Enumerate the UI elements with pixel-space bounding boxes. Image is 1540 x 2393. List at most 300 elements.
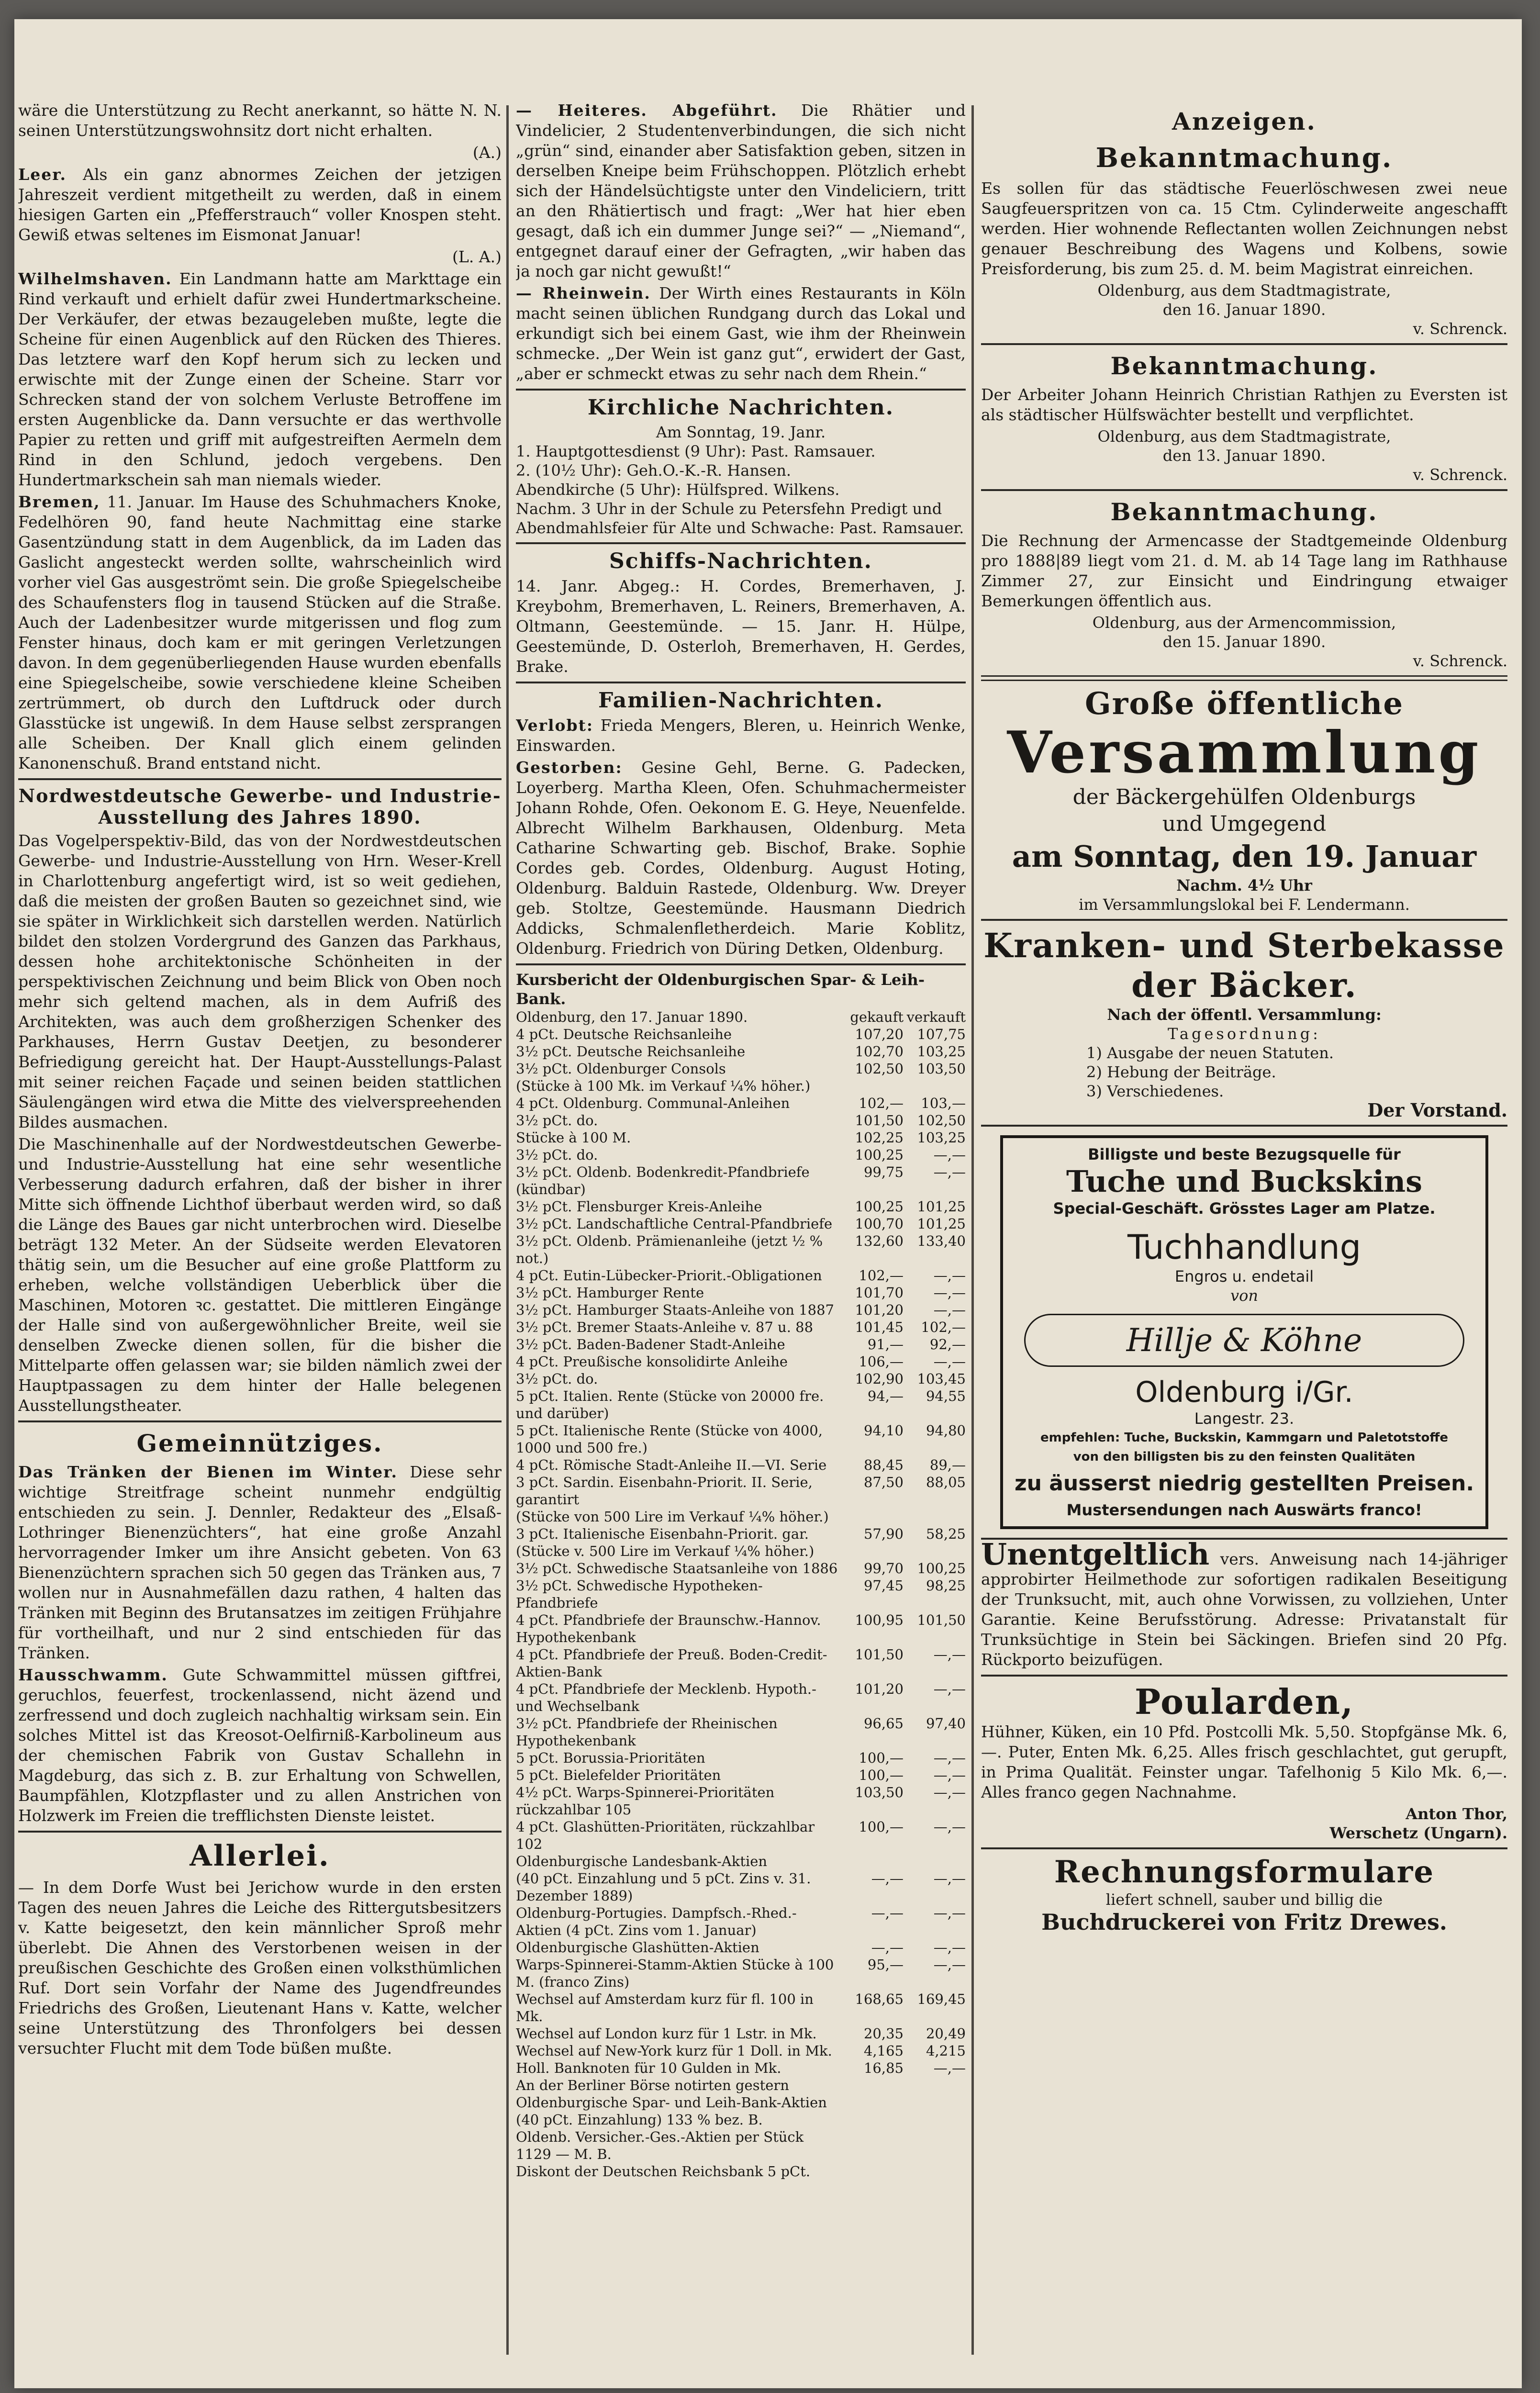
price-sold: —,— — [933, 1147, 966, 1163]
security-name: Holl. Banknoten für 10 Gulden in Mk. — [516, 2060, 781, 2076]
security-name: Oldenburgische Glashütten-Aktien — [516, 1939, 759, 1956]
price-bought: 102,70 — [855, 1043, 904, 1060]
section-heading: Schiffs-Nachrichten. — [609, 549, 872, 573]
article-text: Ein Landmann hatte am Markttage ein Rind verkauft und erhielt dafür zwei Hundertmarkscheine. Der Verkäufer, der etwas bezaugeleben mußte, legte die Scheine für einen Augenblick auf den Rücken des Thieres. Das letztere warf den Kopf herum sich zu lecken und erwischte mit der Zunge einen der Scheine. Starr vor Schrecken stand der von solchem Verluste Betroffene im ersten Augenblicke da. Dann versuchte er das werthvolle Papier zu retten und griff mit aufgestreiften Aermeln dem Rind in den Schlund, jedoch vergebens. Den Hundertmarkschein sah man niemals wieder. — [18, 269, 502, 489]
ad-headline: Unentgeltlich — [981, 1537, 1210, 1572]
kurs-row — [516, 1680, 966, 1715]
price-bought: 107,20 — [855, 1026, 904, 1042]
divider — [516, 963, 966, 965]
price-sold — [904, 2094, 966, 2128]
price-sold: 101,50 — [917, 1612, 966, 1628]
security-name: 3½ pCt. Baden-Badener Stadt-Anleihe — [516, 1336, 785, 1353]
price-bought: 20,35 — [863, 2025, 904, 2042]
kurs-row — [516, 1870, 966, 1904]
security-name: Wechsel auf London kurz für 1 Lstr. in Mk. — [516, 2025, 817, 2042]
security-name: 3½ pCt. Oldenb. Prämienanleihe (jetzt ½ % not.) — [516, 1233, 823, 1266]
ad-line: der Bäckergehülfen Oldenburgs — [1072, 785, 1416, 809]
kurs-row — [516, 1577, 966, 1611]
kurs-row — [516, 1387, 966, 1422]
notice-text: Es sollen für das städtische Feuerlöschwesen zwei neue Saugfeuerspritzen von ca. 15 Ctm. Cylinderweite angeschafft werden. Hier wohnende Reflectanten wollen Zeichnungen nebst genauer Beschreibung des Wagens und Kolbens, sowie Preisforderung, bis zum 25. d. M. beim Magistrat einreichen. — [981, 179, 1507, 278]
service-line: 2. (10½ Uhr): Geh.O.-K.-R. Hansen. — [516, 461, 792, 480]
security-name: (Stücke von 500 Lire im Verkauf ¼% höher.) — [516, 1509, 829, 1525]
price-bought — [841, 2077, 904, 2094]
kurs-row — [516, 2128, 966, 2163]
price-sold: 98,25 — [926, 1577, 966, 1594]
divider — [516, 389, 966, 391]
price-bought — [841, 2163, 904, 2180]
gestorben-entry — [516, 758, 966, 959]
price-bought: 101,50 — [855, 1112, 904, 1129]
kurs-row — [516, 1990, 966, 2025]
security-name: Warps-Spinnerei-Stamm-Aktien Stücke à 100 M. (franco Zins) — [516, 1957, 834, 1990]
security-name: 3½ pCt. Bremer Staats-Anleihe v. 87 u. 88 — [516, 1319, 814, 1335]
notice-text: Der Arbeiter Johann Heinrich Christian Rathjen zu Eversten ist als städtischer Hülfswächter bestellt und verpflichtet. — [981, 385, 1507, 424]
ad-line: von — [1230, 1286, 1258, 1305]
divider — [516, 542, 966, 544]
kurs-row — [516, 2094, 966, 2128]
kurs-row — [516, 1560, 966, 1577]
price-sold: 58,25 — [926, 1526, 966, 1542]
kurs-row — [516, 1095, 966, 1112]
security-name: Diskont der Deutschen Reichsbank 5 pCt. — [516, 2163, 811, 2180]
price-sold: 103,45 — [917, 1371, 966, 1387]
price-sold — [904, 1508, 966, 1525]
verlobt-entry — [516, 716, 966, 756]
ad-line: Nachm. 4½ Uhr — [1176, 876, 1312, 895]
divider — [981, 489, 1507, 491]
security-name: 4 pCt. Pfandbriefe der Braunschw.-Hannov. Hypothekenbank — [516, 1612, 821, 1645]
price-sold — [904, 2163, 966, 2180]
ad-signature: Werschetz (Ungarn). — [1329, 1824, 1507, 1842]
agenda-item: 1) Ausgabe der neuen Statuten. — [1086, 1044, 1334, 1062]
article-wilhelmshaven — [18, 269, 502, 490]
security-name: 3½ pCt. do. — [516, 1371, 598, 1387]
security-name: 5 pCt. Bielefelder Prioritäten — [516, 1767, 721, 1783]
ad-line: Engros u. endetail — [1174, 1267, 1314, 1286]
ad-line: Mustersendungen nach Auswärts franco! — [1066, 1501, 1422, 1519]
price-bought: 102,25 — [855, 1129, 904, 1146]
price-bought: 100,25 — [855, 1198, 904, 1215]
ad-line: Große öffentliche — [1084, 686, 1404, 722]
kurs-row — [516, 1853, 966, 1870]
kurs-row — [516, 1163, 966, 1198]
ad-line: und Umgegend — [1162, 812, 1327, 836]
kurs-row — [516, 1301, 966, 1319]
price-bought: 88,45 — [863, 1457, 904, 1473]
divider — [981, 675, 1507, 681]
article-text: — In dem Dorfe Wust bei Jerichow wurde in den ersten Tagen des neuen Jahres die Leiche des Rittergutsbesitzers v. Katte beigesetzt, den kein männlicher Sproß mehr überlebt. Die Ahnen des Verstorbenen weisen in der preußischen Geschichte des Großen einen volksthümlichen Ruf. Dort sein Vorfahr der Name des Jugendfreundes Friedrichs des Großen, Lieutenant Hans v. Katte, welcher seine Unterstützung des Thronfolgers bei dessen versuchter Flucht mit dem Tode büßen mußte. — [18, 1878, 502, 2058]
security-name: 4 pCt. Römische Stadt-Anleihe II.—VI. Serie — [516, 1457, 827, 1473]
notice-signature: v. Schrenck. — [1413, 466, 1507, 484]
price-sold: 103,25 — [917, 1043, 966, 1060]
notice-place: Oldenburg, aus dem Stadtmagistrate, — [1097, 427, 1391, 446]
notice-date: den 13. Januar 1890. — [1162, 447, 1326, 465]
dateline: Wilhelmshaven. — [18, 269, 172, 288]
price-bought: 101,20 — [855, 1302, 904, 1318]
divider — [981, 1847, 1507, 1849]
ad-headline: Versammlung — [1007, 719, 1482, 786]
intro-paragraph: wäre die Unterstützung zu Recht anerkannt, so hätte N. N. seinen Unterstützungswohnsitz dort nicht erhalten. — [18, 101, 502, 140]
price-bought: 132,60 — [855, 1233, 904, 1249]
price-bought: —,— — [871, 1870, 904, 1887]
article-text: Als ein ganz abnormes Zeichen der jetzigen Jahreszeit verdient mitgetheilt zu werden, daß in einem hiesigen Garten ein „Pfefferstrauch“ voller Knospen steht. Gewiß etwas seltenes im Eismonat Januar! — [18, 165, 502, 244]
ad-line: zu äusserst niedrig gestellten Preisen. — [1014, 1471, 1474, 1496]
price-sold: —,— — [933, 1267, 966, 1284]
security-name: 3 pCt. Italienische Eisenbahn-Priorit. gar. — [516, 1526, 809, 1542]
price-bought: 103,50 — [855, 1784, 904, 1800]
security-name: (40 pCt. Einzahlung und 5 pCt. Zins v. 31. Dezember 1889) — [516, 1870, 811, 1904]
ad-line: liefert schnell, sauber und billig die — [1105, 1890, 1383, 1909]
section-heading: Nordwestdeutsche Gewerbe- und Industrie-Ausstellung des Jahres 1890. — [18, 785, 502, 828]
column-rule — [506, 105, 509, 2355]
price-bought: 94,10 — [863, 1422, 904, 1439]
security-name: 3½ pCt. Flensburger Kreis-Anleihe — [516, 1198, 762, 1215]
kurs-row — [516, 1422, 966, 1456]
kurs-row — [516, 1715, 966, 1749]
column-right — [981, 101, 1507, 2374]
price-bought: 100,— — [859, 1819, 904, 1835]
label: Verlobt: — [516, 716, 594, 735]
price-sold: —,— — [933, 1957, 966, 1973]
kurs-row — [516, 1370, 966, 1387]
article-text: Gute Schwammittel müssen giftfrei, geruchlos, feuerfest, trockenlassend, nicht äzend und zerfressend und doch zugleich nachhaltig wirksam sein. Ein solches Mittel ist das Kreosot-Oelfirniß-Karbolineum aus der chemischen Fabrik von Gustav Schallehn in Magdeburg, das sich z. B. zur Erhaltung von Schwellen, Baumpfählen, Klotzpflaster und zu allen Anstrichen von Holzwerk im Freien die trefflichsten Dienste leistet. — [18, 1666, 502, 1825]
kurs-row — [516, 1508, 966, 1525]
ad-line: Nach der öffentl. Versammlung: — [1107, 1006, 1382, 1024]
ad-line: empfehlen: Tuche, Buckskin, Kammgarn und Paletotstoffe — [1040, 1431, 1449, 1445]
kurs-row — [516, 1456, 966, 1474]
kurs-row — [516, 2042, 966, 2059]
entry-text: Gesine Gehl, Berne. G. Padecken, Loyerberg. Martha Kleen, Ofen. Schuhmachermeister Johann Rohde, Ofen. Oekonom E. G. Heye, Neuenfelde. Albrecht Wilhelm Barkhausen, Oldenburg. Meta Catharine Schwarting geb. Bischof, Brake. Sophie Cordes geb. Cordes, Oldenburg. August Hoting, Oldenburg. Balduin Rastede, Oldenburg. Ww. Dreyer geb. Stoltze, Geestemünde. Hausmann Diedrich Addicks, Schmalenfletherdeich. Marie Koblitz, Oldenburg. Friedrich von Düring Detken, Oldenburg. — [516, 758, 966, 958]
price-sold: —,— — [933, 1164, 966, 1180]
kurs-row — [516, 1026, 966, 1043]
security-name: 3½ pCt. Deutsche Reichsanleihe — [516, 1043, 746, 1060]
ad-text: Hühner, Küken, ein 10 Pfd. Postcolli Mk. 5,50. Stopfgänse Mk. 6,—. Puter, Enten Mk. 6,25. Alles frisch geschlachtet, gut gerupft, in Prima Qualität. Feinster ungar. Tafelhonig 5 Kilo Mk. 6,—. Alles franco gegen Nachnahme. — [981, 1722, 1507, 1801]
dateline: Leer. — [18, 165, 67, 184]
article-text: 11. Januar. Im Hause des Schuhmachers Knoke, Fedelhören 90, fand heute Nachmittag eine starke Gasentzündung statt in dem Augenblick, da im Laden das Gaslicht angesteckt werden sollte, wahrscheinlich wird vorher viel Gas ausgeströmt sein. Die große Spiegelscheibe des Schaufensters flog in tausend Stücken auf die Straße. Auch der Ladenbesitzer wurde mitgerissen und flog zum Fenster hinaus, doch kam er mit geringen Verletzungen davon. In dem gegenüberliegenden Hause wurden ebenfalls eine Spiegelscheibe, sowie verschiedene kleine Scheiben zertrümmert, ob durch den Luftdruck oder durch Glasstücke ist ungewiß. In dem Hause selbst zersprangen alle Scheiben. Der Knall glich einem gelinden Kanonenschuß. Brand entstand nicht. — [18, 492, 502, 772]
signature: (L. A.) — [452, 247, 502, 266]
price-sold: —,— — [933, 1870, 966, 1887]
price-bought: 57,90 — [863, 1526, 904, 1542]
newspaper-page — [14, 19, 1522, 2388]
ad-line: Langestr. 23. — [1194, 1409, 1294, 1428]
security-name: 3½ pCt. Pfandbriefe der Rheinischen Hypothekenbank — [516, 1715, 778, 1749]
ad-tuchhandlung — [1000, 1135, 1488, 1529]
divider — [981, 343, 1507, 345]
price-sold: —,— — [933, 1681, 966, 1697]
kurs-row — [516, 1336, 966, 1353]
price-bought: 16,85 — [863, 2060, 904, 2076]
price-sold: —,— — [933, 1905, 966, 1921]
price-bought: 168,65 — [855, 1991, 904, 2007]
price-sold: 103,— — [921, 1095, 966, 1111]
kurs-title: Kursbericht der Oldenburgischen Spar- & Leih-Bank. — [516, 971, 925, 1008]
agenda-item: 3) Verschiedenes. — [1086, 1082, 1224, 1100]
notice-place: Oldenburg, aus dem Stadtmagistrate, — [1097, 281, 1391, 300]
kurs-row — [516, 1267, 966, 1284]
article-title: — Heiteres. Abgeführt. — [516, 101, 778, 120]
price-sold: 94,55 — [926, 1388, 966, 1404]
ad-signature: Der Vorstand. — [1367, 1099, 1507, 1121]
price-bought: 97,45 — [863, 1577, 904, 1594]
price-sold: —,— — [933, 1285, 966, 1301]
article-text: 14. Janr. Abgeg.: H. Cordes, Bremerhaven, J. Kreybohm, Bremerhaven, L. Reiners, Bremerhaven, A. Oltmann, Geestemünde. — 15. Janr. H. Hülpe, Geestemünde, D. Osterloh, Bremerhaven, H. Gerdes, Brake. — [516, 577, 966, 676]
security-name: 3½ pCt. Hamburger Staats-Anleihe von 1887 — [516, 1302, 834, 1318]
price-sold — [904, 1543, 966, 1560]
article-hausschwamm — [18, 1665, 502, 1826]
price-sold: 133,40 — [917, 1233, 966, 1249]
signature: (A.) — [472, 143, 502, 162]
price-sold: 107,75 — [917, 1026, 966, 1042]
kurs-row — [516, 1767, 966, 1784]
article-text: Die Maschinenhalle auf der Nordwestdeutschen Gewerbe- und Industrie-Ausstellung hat eine sehr wesentliche Verbesserung dadurch erfahren, daß der bisher in ihrer Mitte sich öffnende Lichthof überbaut werden wird, so daß die Länge des Baues gar nicht unterbrochen wird. Dieselbe beträgt 132 Meter. An der Südseite werden Elevatoren thätig sein, um die Besucher auf eine große Plattform zu erheben, welche vollständigen Ueberblick über die Maschinen, Motoren ꝛc. gestattet. Die mittleren Eingänge der Halle sind von außergewöhnlicher Breite, weil sie denselben Zwecke dienen sollen, für die bisher die Mittelparte offen gelassen war; sie bilden nämlich zwei der Hauptpassagen zu dem hinter der Halle belegenen Ausstellungstheater. — [18, 1135, 502, 1415]
price-sold: —,— — [933, 1353, 966, 1370]
kurs-row — [516, 1198, 966, 1215]
security-name: Stücke à 100 M. — [516, 1129, 631, 1146]
security-name: 3½ pCt. Oldenb. Bodenkredit-Pfandbriefe (kündbar) — [516, 1164, 810, 1197]
price-sold: 102,— — [921, 1319, 966, 1335]
kurs-row — [516, 1474, 966, 1508]
article-leer — [18, 165, 502, 245]
price-sold: —,— — [933, 1302, 966, 1318]
ad-line: von den billigsten bis zu den feinsten Qualitäten — [1073, 1450, 1416, 1464]
price-bought: 101,20 — [855, 1681, 904, 1697]
notice-title: Bekanntmachung. — [1110, 498, 1378, 526]
security-name: 4 pCt. Glashütten-Prioritäten, rückzahlbar 102 — [516, 1819, 815, 1852]
price-sold — [904, 2128, 966, 2163]
ad-line: Tagesordnung: — [1168, 1025, 1321, 1043]
security-name: 3½ pCt. Schwedische Staatsanleihe von 1886 — [516, 1560, 838, 1577]
security-name: 4 pCt. Deutsche Reichsanleihe — [516, 1026, 732, 1042]
security-name: Oldenburg-Portugies. Dampfsch.-Rhed.-Aktien (4 pCt. Zins vom 1. Januar) — [516, 1905, 797, 1938]
price-sold: 101,25 — [917, 1216, 966, 1232]
security-name: Oldenburgische Landesbank-Aktien — [516, 1853, 768, 1869]
price-sold: —,— — [933, 1819, 966, 1835]
security-name: 3½ pCt. do. — [516, 1112, 598, 1129]
security-name: 3½ pCt. do. — [516, 1147, 598, 1163]
article-bienen — [18, 1462, 502, 1663]
security-name: 3½ pCt. Schwedische Hypotheken-Pfandbriefe — [516, 1577, 763, 1611]
security-name: 4 pCt. Eutin-Lübecker-Priorit.-Obligationen — [516, 1267, 822, 1284]
price-bought — [841, 2094, 904, 2128]
ad-headline: Tuchhandlung — [1127, 1228, 1361, 1267]
price-bought — [841, 2128, 904, 2163]
ad-headline: Kranken- und Sterbekasse — [983, 926, 1505, 965]
article-title: Hausschwamm. — [18, 1666, 168, 1684]
price-sold: 97,40 — [926, 1715, 966, 1732]
security-name: (Stücke v. 500 Lire im Verkauf ¼% höher.) — [516, 1543, 815, 1559]
section-heading: Gemeinnütziges. — [136, 1429, 383, 1457]
kurs-row — [516, 1939, 966, 1956]
divider — [516, 682, 966, 683]
price-bought: 100,25 — [855, 1147, 904, 1163]
ad-headline: Poularden, — [1134, 1681, 1354, 1722]
article-text: Der Wirth eines Restaurants in Köln macht seinen üblichen Rundgang durch das Lokal und erkundigt sich bei einem Gast, wie ihm der Rheinwein schmecke. „Der Wein ist ganz gut“, erwidert der Gast, „aber er schmeckt etwas zu sehr nach dem Rhein.“ — [516, 284, 966, 383]
price-bought: 101,45 — [855, 1319, 904, 1335]
kurs-row — [516, 1232, 966, 1267]
price-bought: 99,75 — [863, 1164, 904, 1180]
kurs-row — [516, 1353, 966, 1370]
price-bought: —,— — [871, 1905, 904, 1921]
security-name: 4 pCt. Pfandbriefe der Mecklenb. Hypoth.- und Wechselbank — [516, 1681, 816, 1714]
price-bought: 96,65 — [863, 1715, 904, 1732]
kurs-row — [516, 1112, 966, 1129]
notice-place: Oldenburg, aus der Armencommission, — [1092, 614, 1396, 632]
price-bought: 102,50 — [855, 1061, 904, 1077]
price-sold: 88,05 — [926, 1474, 966, 1490]
ad-line: Billigste und beste Bezugsquelle für — [1088, 1145, 1401, 1163]
kurs-row — [516, 1611, 966, 1646]
price-sold — [904, 1853, 966, 1870]
ad-line: am Sonntag, den 19. Januar — [1012, 839, 1477, 874]
price-sold: —,— — [933, 1784, 966, 1800]
price-sold: 102,50 — [917, 1112, 966, 1129]
service-line: Abendkirche (5 Uhr): Hülfspred. Wilkens. — [516, 481, 840, 499]
ad-versammlung — [981, 686, 1507, 1120]
ad-headline: Tuche und Buckskins — [1066, 1164, 1423, 1199]
security-name: Oldenburgische Spar- und Leih-Bank-Aktien (40 pCt. Einzahlung) 133 % bez. B. — [516, 2094, 827, 2128]
notice-date: den 15. Januar 1890. — [1162, 633, 1326, 651]
divider — [18, 1420, 502, 1422]
column-middle — [516, 101, 966, 2374]
price-bought: 106,— — [859, 1353, 904, 1370]
section-heading: Kirchliche Nachrichten. — [587, 395, 894, 420]
ad-headline: der Bäcker. — [1131, 965, 1357, 1005]
notice-signature: v. Schrenck. — [1413, 320, 1507, 338]
price-bought: 95,— — [867, 1957, 904, 1973]
security-name: 3½ pCt. Oldenburger Consols — [516, 1061, 726, 1077]
article-title: — Rheinwein. — [516, 284, 651, 302]
security-name: 4½ pCt. Warps-Spinnerei-Prioritäten rückzahlbar 105 — [516, 1784, 775, 1818]
divider — [18, 778, 502, 780]
divider — [981, 919, 1507, 921]
ad-headline: Rechnungsformulare — [1054, 1854, 1435, 1890]
section-heading: Allerlei. — [190, 1839, 330, 1873]
price-sold: 100,25 — [917, 1560, 966, 1577]
security-name: Oldenb. Versicher.-Ges.-Aktien per Stück 1129 — M. B. — [516, 2129, 804, 2162]
label: Gestorben: — [516, 758, 623, 777]
col-head: gekauft — [850, 1009, 904, 1025]
kurs-row — [516, 1818, 966, 1853]
kurs-row — [516, 1146, 966, 1163]
security-name: 3½ pCt. Landschaftliche Central-Pfandbriefe — [516, 1216, 833, 1232]
price-bought — [841, 1077, 904, 1095]
article-rheinwein — [516, 283, 966, 384]
notice-text: Die Rechnung der Armencasse der Stadtgemeinde Oldenburg pro 1888|89 liegt vom 21. d. M. ab 14 Tage lang im Rathhause Zimmer 27, zur Einsicht und Eindringung etwaiger Bemerkungen öffentlich aus. — [981, 531, 1507, 610]
price-bought: 91,— — [867, 1336, 904, 1353]
divider — [981, 1125, 1507, 1127]
kurs-table — [516, 1008, 966, 2180]
article-heiteres — [516, 101, 966, 281]
price-bought — [841, 1853, 904, 1870]
kurs-row — [516, 1043, 966, 1060]
price-sold: —,— — [933, 2060, 966, 2076]
kurs-row — [516, 2163, 966, 2180]
dateline: Bremen, — [18, 492, 100, 511]
price-sold: —,— — [933, 1750, 966, 1766]
price-sold: 169,45 — [917, 1991, 966, 2007]
price-sold: 94,80 — [926, 1422, 966, 1439]
service-line: 1. Hauptgottesdienst (9 Uhr): Past. Ramsauer. — [516, 442, 876, 460]
price-sold: 89,— — [929, 1457, 966, 1473]
ad-unentgeltlich — [981, 1537, 1507, 1670]
notice-title: Bekanntmachung. — [1095, 142, 1393, 174]
entry-text: Frieda Mengers, Bleren, u. Heinrich Wenke, Einswarden. — [516, 716, 966, 755]
ad-line: im Versammlungslokal bei F. Lendermann. — [1079, 895, 1410, 914]
security-name: 4 pCt. Preußische konsolidirte Anleihe — [516, 1353, 788, 1370]
notice-date: den 16. Januar 1890. — [1162, 301, 1326, 319]
divider — [18, 1831, 502, 1833]
price-sold: 103,25 — [917, 1129, 966, 1146]
price-bought: 102,90 — [855, 1371, 904, 1387]
price-bought: 101,70 — [855, 1285, 904, 1301]
kurs-date: Oldenburg, den 17. Januar 1890. — [516, 1009, 748, 1025]
security-name: 5 pCt. Italienische Rente (Stücke von 4000, 1000 und 500 fre.) — [516, 1422, 823, 1456]
security-name: 4 pCt. Pfandbriefe der Preuß. Boden-Credit-Aktien-Bank — [516, 1646, 827, 1680]
price-sold: 103,50 — [917, 1061, 966, 1077]
price-bought: 94,— — [867, 1388, 904, 1404]
notice-title: Bekanntmachung. — [1110, 352, 1378, 380]
price-bought: 100,95 — [855, 1612, 904, 1628]
kurs-row — [516, 1284, 966, 1301]
ad-line: Buchdruckerei von Fritz Drewes. — [1041, 1909, 1447, 1935]
price-sold: 4,215 — [926, 2043, 966, 2059]
col-head: verkauft — [906, 1009, 966, 1025]
kurs-row — [516, 1525, 966, 1543]
price-bought — [841, 1543, 904, 1560]
section-heading: Familien-Nachrichten. — [598, 688, 884, 713]
divider — [981, 1675, 1507, 1677]
price-sold: —,— — [933, 1646, 966, 1663]
kurs-row — [516, 1956, 966, 1990]
ad-line: Special-Geschäft. Grösstes Lager am Platze. — [1053, 1199, 1436, 1218]
price-bought: 100,— — [859, 1750, 904, 1766]
article-title: Das Tränken der Bienen im Winter. — [18, 1463, 398, 1481]
kurs-row — [516, 1749, 966, 1767]
ad-text: vers. Anweisung nach 14-jähriger approbirter Heilmethode zur sofortigen radikalen Beseitigung der Trunksucht, mit, auch ohne Vorwissen, zu vollziehen, Unter Garantie. Keine Berufsstörung. Adresse: Privatanstalt für Trunksüchtige in Stein bei Säckingen. Briefen sind 20 Pfg. Rückporto beizufügen. — [981, 1550, 1507, 1669]
security-name: 5 pCt. Borussia-Prioritäten — [516, 1750, 705, 1766]
security-name: 3½ pCt. Hamburger Rente — [516, 1285, 704, 1301]
kurs-row — [516, 1904, 966, 1939]
security-name: (Stücke à 100 Mk. im Verkauf ¼% höher.) — [516, 1078, 811, 1094]
price-bought: 4,165 — [863, 2043, 904, 2059]
price-sold: —,— — [933, 1767, 966, 1783]
security-name: 4 pCt. Oldenburg. Communal-Anleihen — [516, 1095, 790, 1111]
ads-heading: Anzeigen. — [1172, 107, 1317, 135]
ad-line: Oldenburg i/Gr. — [1135, 1375, 1353, 1409]
column-left — [18, 101, 502, 2374]
kurs-row — [516, 2025, 966, 2042]
agenda-item: 2) Hebung der Beiträge. — [1086, 1063, 1276, 1081]
service-line: Nachm. 3 Uhr in der Schule zu Petersfehn Predigt und Abendmahlsfeier für Alte und Schwache: Past. Ramsauer. — [516, 500, 964, 537]
security-name: An der Berliner Börse notirten gestern — [516, 2077, 789, 2093]
price-bought: 87,50 — [863, 1474, 904, 1490]
kurs-body — [516, 1026, 966, 2180]
kurs-row — [516, 1129, 966, 1146]
kurs-row — [516, 1077, 966, 1095]
security-name: Wechsel auf New-York kurz für 1 Doll. in Mk. — [516, 2043, 832, 2059]
article-text: Die Rhätier und Vindelicier, 2 Studentenverbindungen, die sich nicht „grün“ sind, einander aber Satisfaktion geben, sitzen in derselben Kneipe beim Frühschoppen. Plötzlich erhebt sich der Händelsüchtigste unter den Vindeliciern, tritt an den Rhätiertisch und fragt: „Wer hat hier eben gesagt, daß ich ein dummer Junge sei?“ — „Niemand“, entgegnet darauf einer der Gefragten, „wir haben das ja noch gar nicht gewußt!“ — [516, 101, 966, 280]
price-bought: 100,70 — [855, 1216, 904, 1232]
column-rule — [971, 105, 974, 2355]
notice-signature: v. Schrenck. — [1413, 652, 1507, 670]
security-name: Wechsel auf Amsterdam kurz für fl. 100 in Mk. — [516, 1991, 814, 2024]
security-name: 5 pCt. Italien. Rente (Stücke von 20000 fre. und darüber) — [516, 1388, 824, 1421]
date-line: Am Sonntag, 19. Janr. — [656, 423, 826, 441]
price-bought: 102,— — [859, 1267, 904, 1284]
price-sold — [904, 1077, 966, 1095]
article-bremen — [18, 492, 502, 773]
security-name: 3 pCt. Sardin. Eisenbahn-Priorit. II. Serie, garantirt — [516, 1474, 813, 1508]
